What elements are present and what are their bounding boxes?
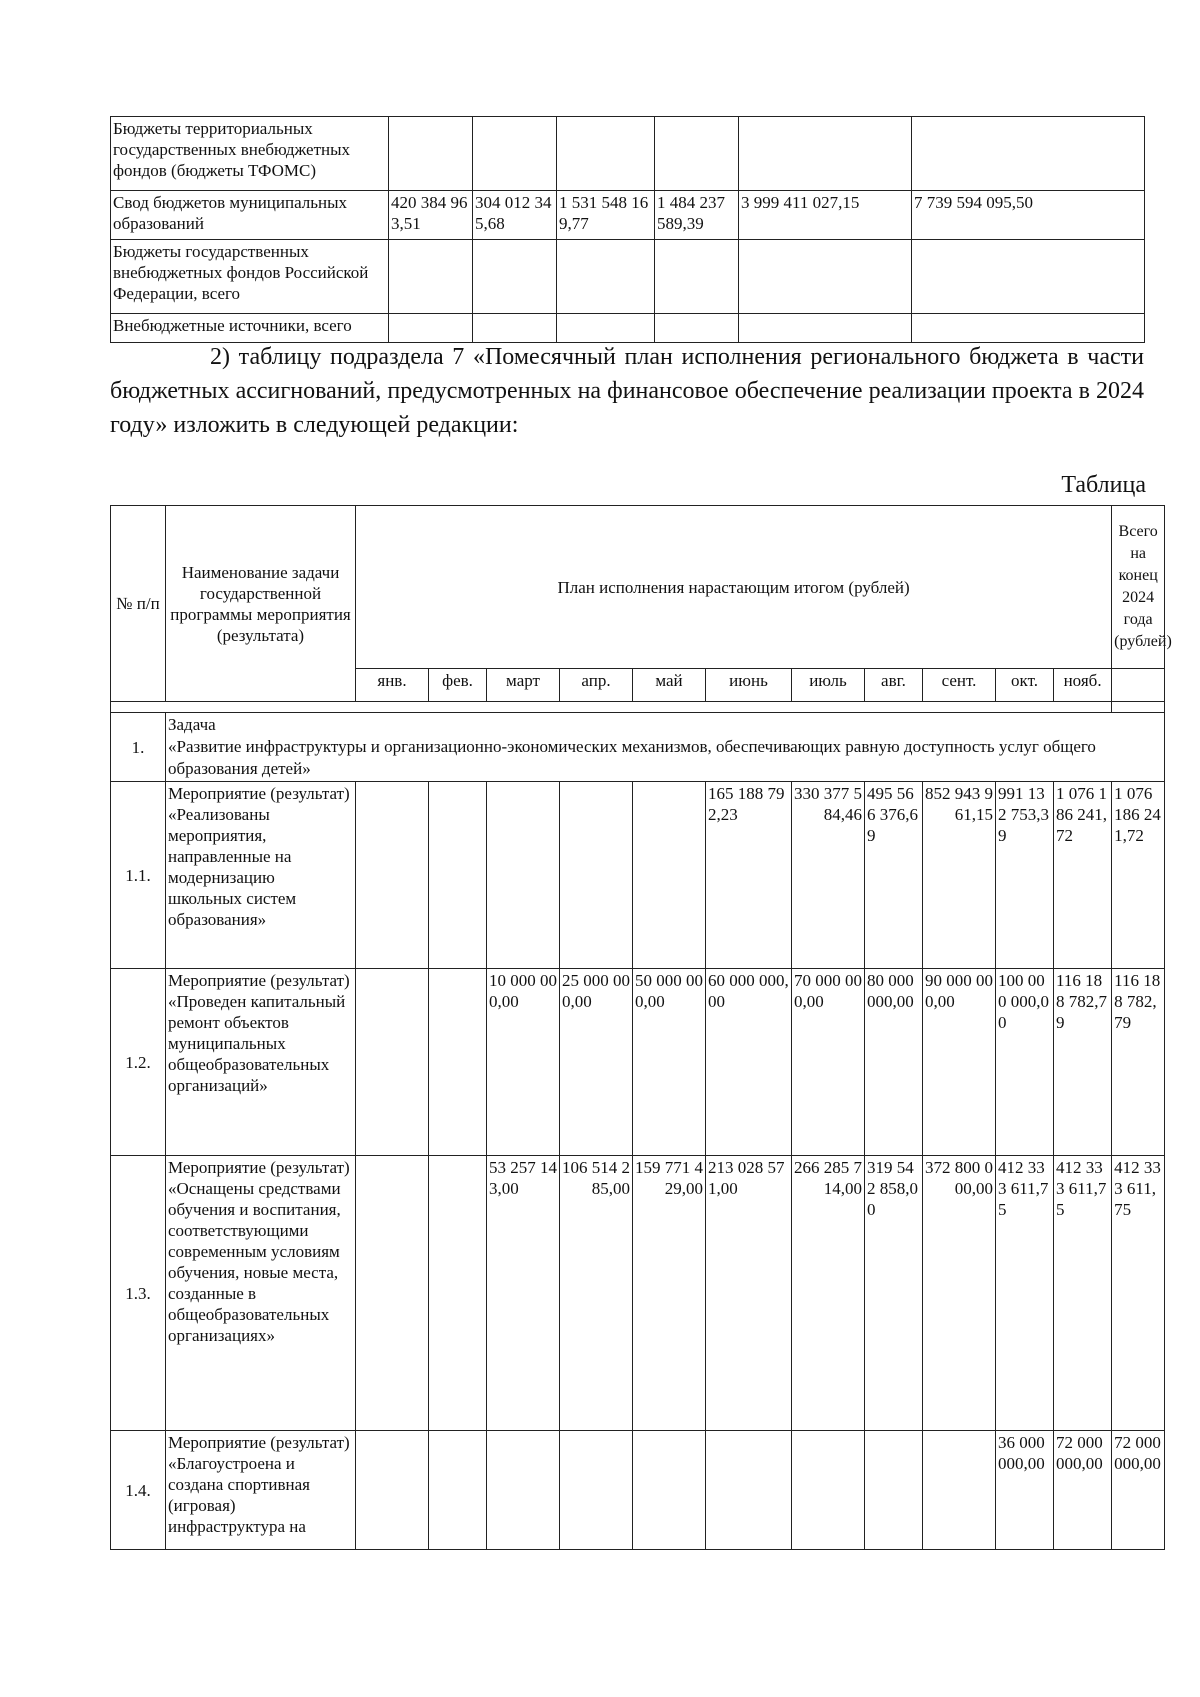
cell	[655, 117, 739, 191]
value-jan	[356, 1156, 429, 1431]
value-total: 1 076 186 241,72	[1112, 782, 1165, 969]
value-oct: 991 132 753,39	[996, 782, 1054, 969]
value-jul	[792, 1431, 865, 1550]
cell	[557, 240, 655, 314]
value-jun: 60 000 000,00	[706, 969, 792, 1156]
value-may: 159 771 429,00	[633, 1156, 706, 1431]
value-nov: 72 000 000,00	[1054, 1431, 1112, 1550]
cell	[389, 117, 473, 191]
month-aug: авг.	[865, 669, 923, 702]
table-caption: Таблица	[1061, 472, 1146, 498]
row-number: 1.1.	[111, 782, 166, 969]
cell	[739, 240, 912, 314]
month-apr: апр.	[560, 669, 633, 702]
table-row	[111, 782, 1165, 969]
value-may	[633, 782, 706, 969]
month-sep: сент.	[923, 669, 996, 702]
value-total: 412 333 611,75	[1112, 1156, 1165, 1431]
month-jan: янв.	[356, 669, 429, 702]
row-number: 1.2.	[111, 969, 166, 1156]
row-label: Бюджеты государственных внебюджетных фондов Российской Федерации, всего	[111, 240, 389, 314]
cell	[655, 240, 739, 314]
cell	[739, 117, 912, 191]
cell	[655, 314, 739, 343]
row-label: Внебюджетные источники, всего	[111, 314, 389, 343]
value-jun: 165 188 792,23	[706, 782, 792, 969]
value-feb	[429, 969, 487, 1156]
cell	[912, 117, 1145, 191]
value-apr	[560, 1431, 633, 1550]
cell	[912, 240, 1145, 314]
value-nov: 1 076 186 241,72	[1054, 782, 1112, 969]
month-feb: фев.	[429, 669, 487, 702]
header-total: Всего на конец 2024 года (рублей)	[1112, 506, 1165, 669]
value-jul: 330 377 584,46	[792, 782, 865, 969]
value-total: 116 188 782,79	[1112, 969, 1165, 1156]
header-row	[111, 506, 1165, 669]
month-mar: март	[487, 669, 560, 702]
value-sep	[923, 1431, 996, 1550]
month-oct: окт.	[996, 669, 1054, 702]
task-row	[111, 713, 1165, 782]
value-jan	[356, 1431, 429, 1550]
row-name: Мероприятие (результат) «Благоустроена и создана спортивная (игровая) инфраструктура на	[166, 1431, 356, 1550]
header-name: Наименование задачи государственной программы мероприятия (результата)	[166, 506, 356, 702]
table-row	[111, 117, 1145, 191]
value-jul: 70 000 000,00	[792, 969, 865, 1156]
value-aug	[865, 1431, 923, 1550]
value-apr	[560, 782, 633, 969]
value-total: 72 000 000,00	[1112, 1431, 1165, 1550]
table-row	[111, 1156, 1165, 1431]
row-name: Мероприятие (результат) «Реализованы мероприятия, направленные на модернизацию школьных систем образования»	[166, 782, 356, 969]
cell: 3 999 411 027,15	[739, 191, 912, 240]
cell: 1 484 237 589,39	[655, 191, 739, 240]
cell: 304 012 345,68	[473, 191, 557, 240]
task-text: «Развитие инфраструктуры и организационно-экономических механизмов, обеспечивающих равную доступность услуг общего образования детей»	[168, 737, 1096, 778]
task-cell	[166, 713, 1165, 782]
value-feb	[429, 1431, 487, 1550]
cell	[557, 314, 655, 343]
value-nov: 412 333 611,75	[1054, 1156, 1112, 1431]
row-number: 1.3.	[111, 1156, 166, 1431]
value-feb	[429, 782, 487, 969]
row-name: Мероприятие (результат) «Проведен капитальный ремонт объектов муниципальных общеобразовательных организаций»	[166, 969, 356, 1156]
cell: 420 384 963,51	[389, 191, 473, 240]
monthly-plan-table	[110, 505, 1172, 1550]
value-apr: 106 514 285,00	[560, 1156, 633, 1431]
value-may: 50 000 000,00	[633, 969, 706, 1156]
header-number: № п/п	[111, 506, 166, 702]
cell: 7 739 594 095,50	[912, 191, 1145, 240]
cell	[912, 314, 1145, 343]
cell	[557, 117, 655, 191]
value-oct: 100 000 000,00	[996, 969, 1054, 1156]
value-mar	[487, 782, 560, 969]
task-title: Задача	[168, 715, 216, 734]
amendment-paragraph: 2) таблицу подраздела 7 «Помесячный план исполнения регионального бюджета в части бюджетных ассигнований, предусмотренных на финансовое обеспечение реализации проекта в 2024 году» изложить в следующей редакции:	[110, 344, 1144, 438]
table-row	[111, 314, 1145, 343]
value-jun: 213 028 571,00	[706, 1156, 792, 1431]
cell	[739, 314, 912, 343]
value-mar: 53 257 143,00	[487, 1156, 560, 1431]
value-jun	[706, 1431, 792, 1550]
cell	[389, 314, 473, 343]
month-may: май	[633, 669, 706, 702]
separator-row	[111, 702, 1165, 713]
cell: 1 531 548 169,77	[557, 191, 655, 240]
header-plan: План исполнения нарастающим итогом (рублей)	[356, 506, 1112, 669]
value-aug: 319 542 858,00	[865, 1156, 923, 1431]
value-mar: 10 000 000,00	[487, 969, 560, 1156]
row-label: Свод бюджетов муниципальных образований	[111, 191, 389, 240]
value-aug: 495 566 376,69	[865, 782, 923, 969]
value-jan	[356, 782, 429, 969]
value-jan	[356, 969, 429, 1156]
empty-cell	[1112, 669, 1165, 702]
cell	[389, 240, 473, 314]
table-row	[111, 1431, 1165, 1550]
row-number: 1.4.	[111, 1431, 166, 1550]
value-nov: 116 188 782,79	[1054, 969, 1112, 1156]
value-aug: 80 000 000,00	[865, 969, 923, 1156]
cell	[473, 240, 557, 314]
value-oct: 412 333 611,75	[996, 1156, 1054, 1431]
month-jun: июнь	[706, 669, 792, 702]
month-nov: нояб.	[1054, 669, 1112, 702]
value-mar	[487, 1431, 560, 1550]
value-sep: 372 800 000,00	[923, 1156, 996, 1431]
table-row	[111, 969, 1165, 1156]
budget-sources-table	[110, 116, 1145, 343]
value-may	[633, 1431, 706, 1550]
cell	[473, 314, 557, 343]
value-sep: 852 943 961,15	[923, 782, 996, 969]
task-number: 1.	[111, 713, 166, 782]
row-label: Бюджеты территориальных государственных внебюджетных фондов (бюджеты ТФОМС)	[111, 117, 389, 191]
value-feb	[429, 1156, 487, 1431]
row-name: Мероприятие (результат) «Оснащены средствами обучения и воспитания, соответствующими современным условиям обучения, новые места, созданные в общеобразовательных организациях»	[166, 1156, 356, 1431]
month-jul: июль	[792, 669, 865, 702]
value-jul: 266 285 714,00	[792, 1156, 865, 1431]
value-sep: 90 000 000,00	[923, 969, 996, 1156]
cell	[473, 117, 557, 191]
value-oct: 36 000 000,00	[996, 1431, 1054, 1550]
value-apr: 25 000 000,00	[560, 969, 633, 1156]
table-row	[111, 240, 1145, 314]
table-row	[111, 191, 1145, 240]
